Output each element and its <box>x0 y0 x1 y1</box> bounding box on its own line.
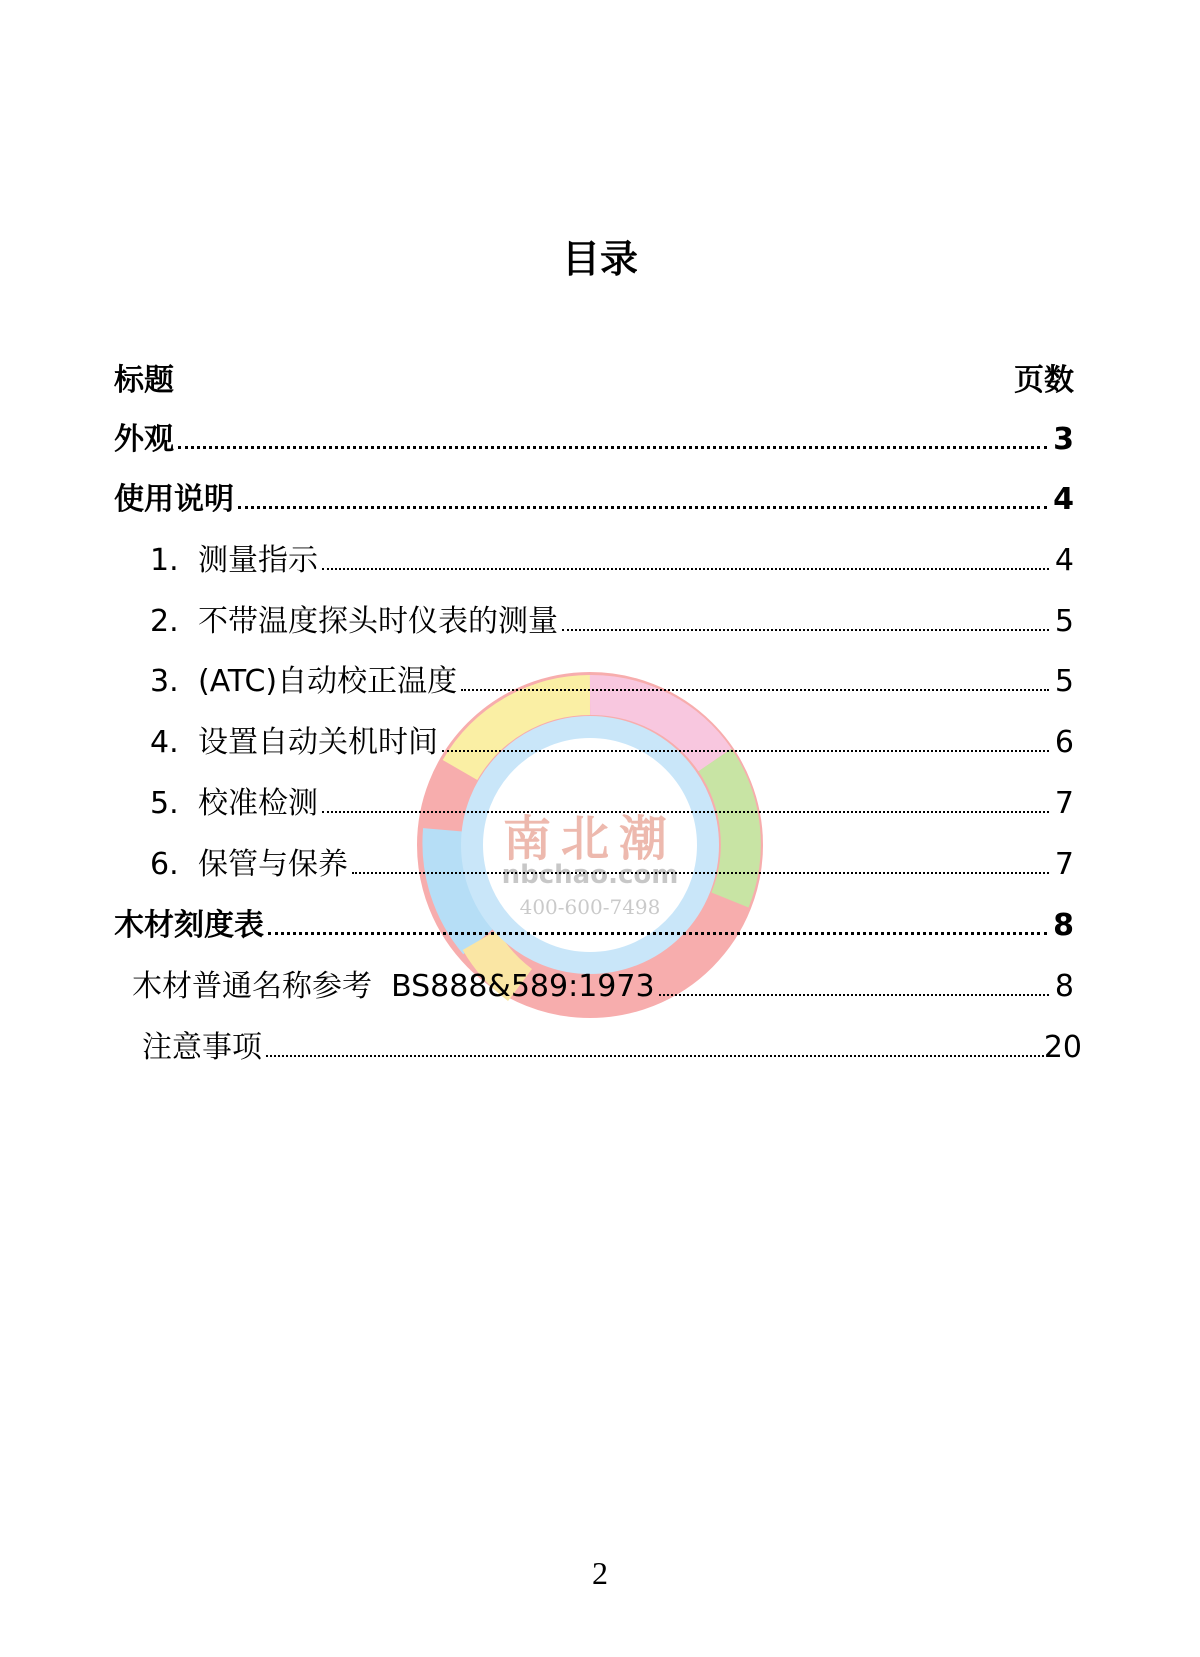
dot-leader <box>322 568 1049 570</box>
dot-leader <box>268 932 1047 935</box>
toc-header-pages: 页数 <box>1014 363 1074 398</box>
toc-entry-measurement-indication[interactable] <box>150 535 1074 579</box>
dot-leader <box>352 872 1049 874</box>
toc-entry-page: 5 <box>1054 604 1074 639</box>
toc-entry-page: 4 <box>1053 482 1074 517</box>
toc-entry-page: 20 <box>1043 1030 1082 1065</box>
dot-leader <box>322 811 1049 813</box>
toc-entry-instructions[interactable] <box>114 474 1074 518</box>
toc-entry-label: 不带温度探头时仪表的测量 <box>198 604 558 639</box>
toc-entry-auto-off[interactable] <box>150 717 1074 761</box>
toc-entry-number: 6. <box>150 847 179 882</box>
toc-entry-page: 7 <box>1054 847 1074 882</box>
toc-entry-number: 4. <box>150 725 179 760</box>
toc-entry-label: (ATC)自动校正温度 <box>198 664 458 699</box>
dot-leader <box>266 1055 1044 1057</box>
toc-entry-page: 8 <box>1054 969 1074 1004</box>
watermark-brand-cn: 南北潮 <box>502 811 677 867</box>
toc-entry-page: 4 <box>1054 543 1074 578</box>
dot-leader <box>442 750 1049 752</box>
toc-entry-number: 2. <box>150 604 179 639</box>
toc-entry-wood-scale[interactable] <box>114 900 1074 944</box>
toc-entry-label: 木材普通名称参考 BS888&589:1973 <box>132 969 655 1004</box>
toc-entry-number: 3. <box>150 664 179 699</box>
watermark-site: nbchao.com <box>501 860 679 890</box>
toc-entry-label: 保管与保养 <box>198 847 348 882</box>
toc-entry-page: 7 <box>1054 786 1074 821</box>
toc-header-title: 标题 <box>114 363 174 398</box>
toc-entry-notes[interactable] <box>142 1022 1082 1066</box>
toc-entry-number: 5. <box>150 786 179 821</box>
toc-entry-label: 设置自动关机时间 <box>198 725 438 760</box>
toc-entry-label: 注意事项 <box>142 1030 262 1065</box>
toc-entry-label: 外观 <box>114 422 174 457</box>
toc-entry-maintenance[interactable] <box>150 839 1074 883</box>
dot-leader <box>178 446 1047 449</box>
toc-entry-label: 使用说明 <box>114 482 234 517</box>
dot-leader <box>562 629 1049 631</box>
toc-entry-page: 6 <box>1054 725 1074 760</box>
toc-entry-page: 8 <box>1053 908 1074 943</box>
toc-entry-wood-names[interactable] <box>132 961 1074 1005</box>
page-number: 2 <box>592 1555 608 1591</box>
dot-leader <box>659 994 1049 996</box>
toc-entry-appearance[interactable] <box>114 414 1074 458</box>
toc-entry-measurement-without-probe[interactable] <box>150 596 1074 640</box>
toc-header <box>114 355 1074 399</box>
toc-entry-atc[interactable] <box>150 656 1074 700</box>
toc-entry-label: 校准检测 <box>198 786 318 821</box>
toc-entry-label: 测量指示 <box>198 543 318 578</box>
toc-entry-label: 木材刻度表 <box>114 908 264 943</box>
dot-leader <box>461 689 1049 691</box>
dot-leader <box>238 506 1047 509</box>
toc-entry-page: 5 <box>1054 664 1074 699</box>
toc-entry-page: 3 <box>1053 422 1074 457</box>
toc-entry-number: 1. <box>150 543 179 578</box>
watermark-phone: 400-600-7498 <box>519 895 661 919</box>
toc-entry-calibration[interactable] <box>150 778 1074 822</box>
page-title: 目录 <box>561 237 638 281</box>
